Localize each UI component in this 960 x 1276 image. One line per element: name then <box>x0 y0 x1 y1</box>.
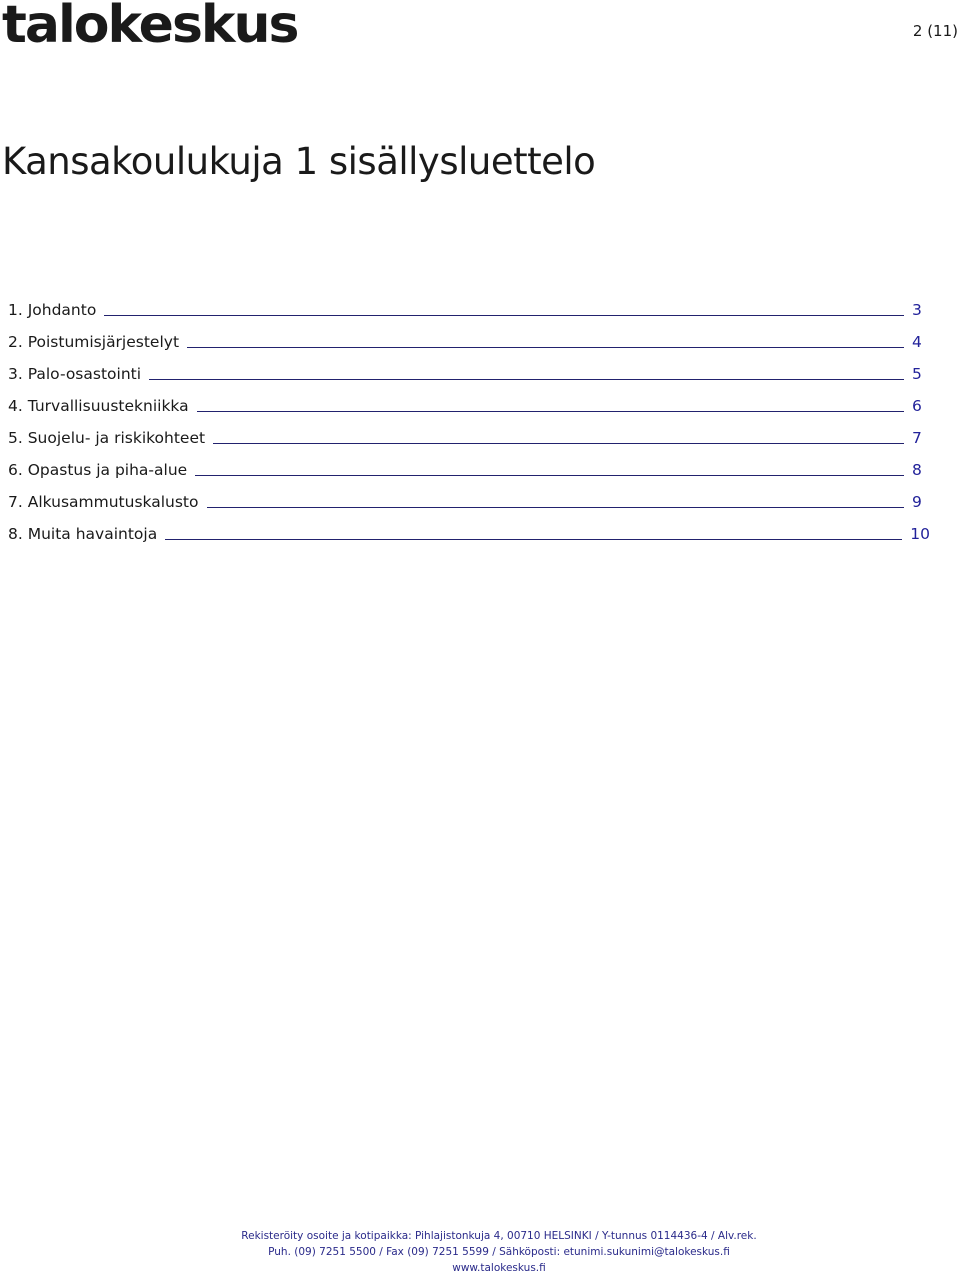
toc-item-label: 5. Suojelu- ja riskikohteet <box>8 429 206 447</box>
toc-item-label: 8. Muita havaintoja <box>8 525 158 543</box>
toc-item-page: 10 <box>910 525 930 543</box>
toc-leader-line <box>207 506 905 508</box>
toc-item-page: 7 <box>912 429 922 447</box>
toc-item-page: 4 <box>912 333 922 351</box>
page-title: Kansakoulukuja 1 sisällysluettelo <box>2 140 596 183</box>
toc-item[interactable] <box>8 384 930 416</box>
toc-item[interactable] <box>8 480 930 512</box>
footer-registered-address: Rekisteröity osoite ja kotipaikka: Pihlajistonkuja 4, 00710 HELSINKI / Y-tunnus 0114436-4 / Alv.rek. <box>241 1230 757 1242</box>
toc-item-label: 6. Opastus ja piha-alue <box>8 461 188 479</box>
toc-item-page: 9 <box>912 493 922 511</box>
footer-contact-info: Puh. (09) 7251 5500 / Fax (09) 7251 5599 / Sähköposti: etunimi.sukunimi@talokeskus.fi <box>268 1246 730 1258</box>
company-logo: talokeskus <box>2 0 298 55</box>
toc-item-page: 6 <box>912 397 922 415</box>
toc-leader-line <box>187 346 904 348</box>
toc-item[interactable] <box>8 352 930 384</box>
toc-item-label: 4. Turvallisuustekniikka <box>8 397 189 415</box>
toc-leader-line <box>165 538 902 540</box>
toc-item[interactable] <box>8 288 930 320</box>
toc-leader-line <box>213 442 904 444</box>
toc-leader-line <box>197 410 904 412</box>
toc-item-label: 7. Alkusammutuskalusto <box>8 493 199 511</box>
page-footer <box>0 1228 960 1276</box>
table-of-contents <box>8 288 930 544</box>
toc-leader-line <box>149 378 904 380</box>
toc-item-page: 8 <box>912 461 922 479</box>
footer-website-link[interactable]: www.talokeskus.fi <box>452 1262 546 1274</box>
toc-item-page: 5 <box>912 365 922 383</box>
toc-item[interactable] <box>8 448 930 480</box>
toc-item[interactable] <box>8 416 930 448</box>
toc-item-label: 1. Johdanto <box>8 301 97 319</box>
toc-leader-line <box>104 314 904 316</box>
toc-item[interactable] <box>8 320 930 352</box>
page-number: 2 (11) <box>912 22 958 40</box>
toc-item-page: 3 <box>912 301 922 319</box>
toc-item-label: 2. Poistumisjärjestelyt <box>8 333 180 351</box>
toc-item[interactable] <box>8 512 930 544</box>
toc-item-label: 3. Palo-osastointi <box>8 365 142 383</box>
toc-leader-line <box>195 474 904 476</box>
